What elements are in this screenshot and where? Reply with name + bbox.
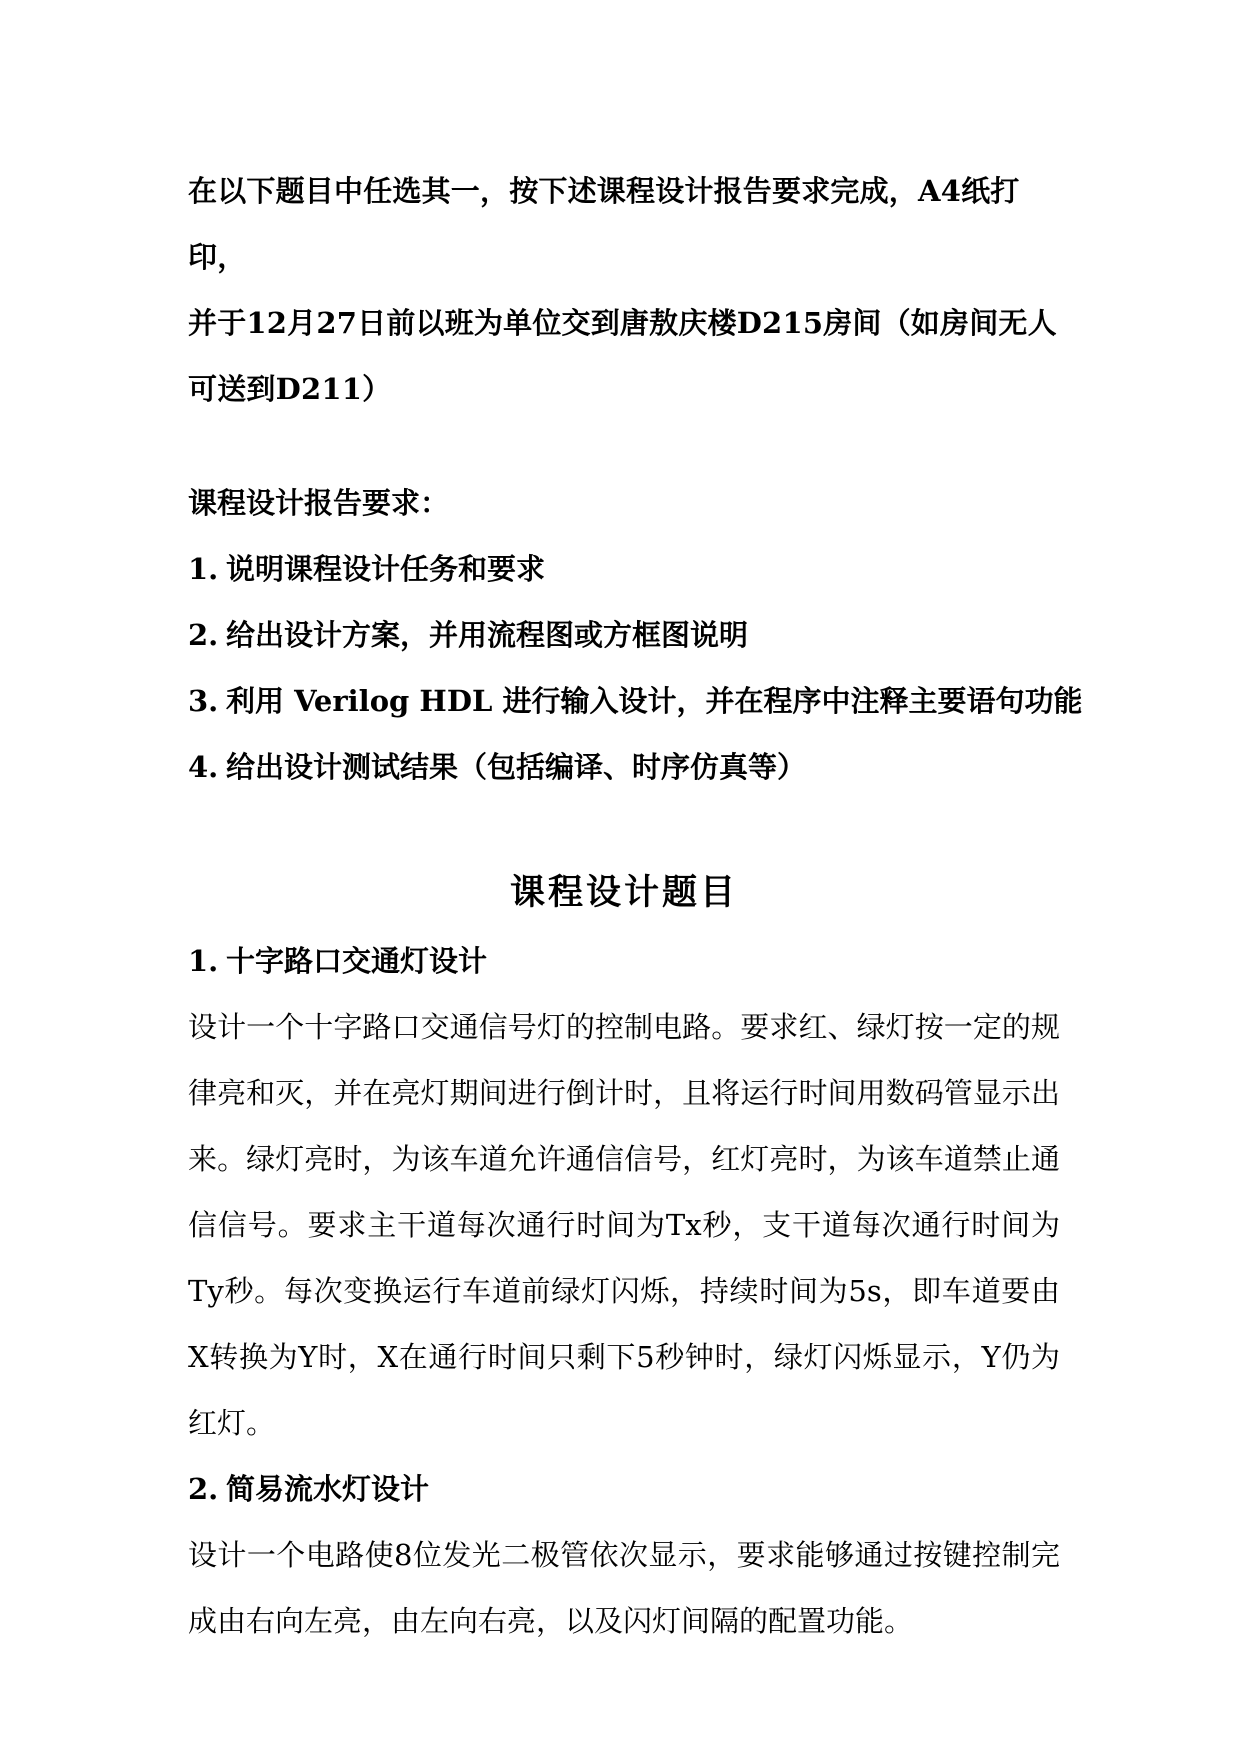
intro-line-2: 并于12月27日前以班为单位交到唐敖庆楼D215房间（如房间无人 (188, 306, 1057, 340)
requirement-item (188, 734, 1060, 800)
requirement-number: 2. (188, 618, 219, 652)
requirements-heading: 课程设计报告要求： (188, 486, 450, 520)
requirement-number: 1. (188, 552, 219, 586)
topic-title (188, 928, 1060, 994)
topic-2 (188, 1456, 1060, 1654)
document-content (188, 158, 1083, 1654)
requirement-number: 3. (188, 684, 219, 718)
topic-title (188, 1456, 1060, 1522)
requirement-text: 利用 Verilog HDL 进行输入设计，并在程序中注释主要语句功能 (226, 684, 1083, 718)
topic-description: 设计一个十字路口交通信号灯的控制电路。要求红、绿灯按一定的规律亮和灭，并在亮灯期间进行倒计时，且将运行时间用数码管显示出来。绿灯亮时，为该车道允许通信信号，红灯亮时，为该车道禁止通信信号。要求主干道每次通行时间为Tx秒，支干道每次通行时间为Ty秒。每次变换运行车道前绿灯闪烁，持续时间为5s，即车道要由X转换为Y时，X在通行时间只剩下5秒钟时，绿灯闪烁显示，Y仍为红灯。 (188, 1010, 1060, 1440)
requirement-item (188, 536, 1060, 602)
intro-line-1: 在以下题目中任选其一，按下述课程设计报告要求完成，A4纸打印， (188, 174, 1020, 274)
requirement-item (188, 602, 1060, 668)
topic-title-text: 十字路口交通灯设计 (226, 944, 488, 978)
requirements-list (188, 536, 1083, 800)
requirement-number: 4. (188, 750, 219, 784)
requirement-text: 给出设计方案，并用流程图或方框图说明 (226, 618, 749, 652)
topics-section-title: 课程设计题目 (509, 872, 738, 913)
intro-line-3: 可送到D211） (188, 372, 392, 406)
topic-number: 2. (188, 1472, 219, 1506)
topic-1 (188, 928, 1060, 1456)
requirement-text: 说明课程设计任务和要求 (226, 552, 546, 586)
topic-title-text: 简易流水灯设计 (226, 1472, 430, 1506)
intro-paragraph (188, 158, 1060, 422)
requirement-text: 给出设计测试结果（包括编译、时序仿真等） (226, 750, 807, 784)
requirement-item (188, 668, 1083, 734)
topic-number: 1. (188, 944, 219, 978)
topic-description: 设计一个电路使8位发光二极管依次显示，要求能够通过按键控制完成由右向左亮，由左向右亮，以及闪灯间隔的配置功能。 (188, 1538, 1060, 1638)
